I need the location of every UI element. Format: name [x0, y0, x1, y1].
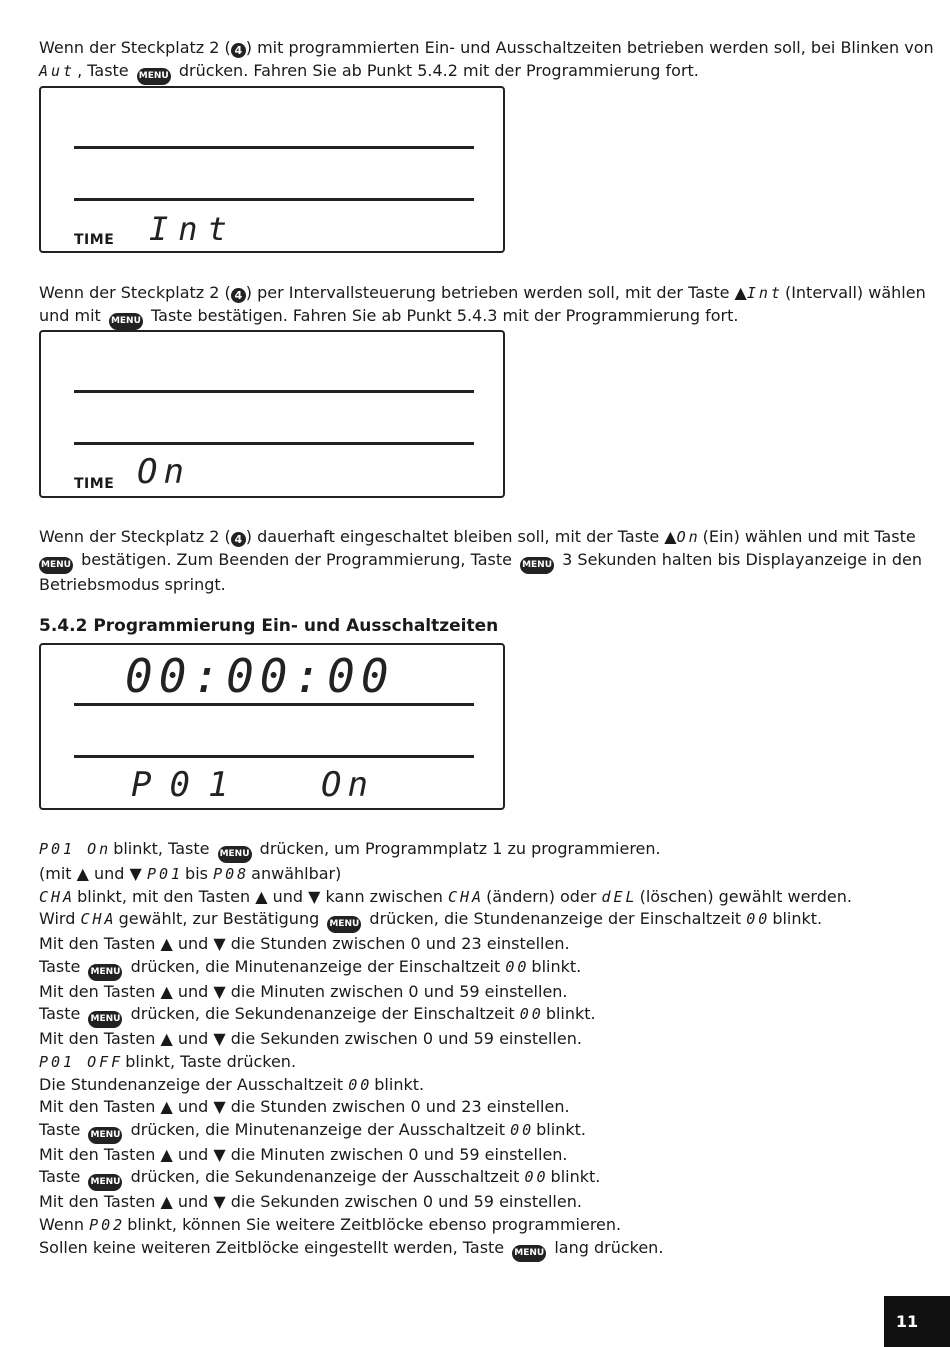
lcd-program-value: P01 — [131, 765, 247, 805]
menu-key-icon: MENU — [218, 846, 252, 863]
segment-text: CHA — [39, 887, 76, 906]
lcd-display-program — [39, 643, 505, 810]
slot-4-icon: 4 — [231, 288, 246, 303]
segment-text: 00 — [505, 957, 530, 976]
segment-text: P02 — [89, 1215, 126, 1234]
segment-text: CHA — [80, 910, 117, 929]
slot-4-icon: 4 — [231, 43, 246, 58]
menu-key-icon: MENU — [88, 964, 122, 981]
segment-text: 00 — [519, 1005, 544, 1024]
lcd-display-on — [39, 330, 505, 498]
intro-paragraph-on: Wenn der Steckplatz 2 ( 4 ) dauerhaft eingeschaltet bleiben soll, mit der Taste ▲On (Ein) wählen und mit Taste MENU bestätigen. Zum Beenden der Programmierung, Taste MENU 3 Sekunden halten bis Displayanzeige in den Betriebsmodus springt. — [39, 527, 922, 594]
time-label: TIME — [74, 476, 115, 492]
menu-key-icon: MENU — [520, 557, 554, 574]
segment-text: Aut — [39, 61, 76, 80]
segment-text: 00 — [746, 910, 771, 929]
segment-text: P01 OFF — [39, 1052, 124, 1071]
menu-key-icon: MENU — [512, 1245, 546, 1262]
menu-key-icon: MENU — [137, 68, 171, 85]
segment-text: 00 — [510, 1120, 535, 1139]
lcd-time-value: 00:00:00 — [125, 649, 395, 703]
intro-paragraph-auto: Wenn der Steckplatz 2 ( 4 ) mit programmierten Ein- und Ausschaltzeiten betrieben werden soll, bei Blinken von Aut , Taste MENU drücken. Fahren Sie ab Punkt 5.4.2 mit der Programmierung fort. — [39, 37, 919, 85]
segment-text: Int — [746, 284, 783, 302]
lcd-divider — [74, 198, 474, 201]
segment-text: 00 — [348, 1075, 373, 1094]
menu-key-icon: MENU — [109, 313, 143, 330]
lcd-display-int — [39, 86, 505, 253]
menu-key-icon: MENU — [39, 557, 73, 574]
section-heading: 5.4.2 Programmierung Ein- und Ausschaltzeiten — [39, 616, 499, 636]
segment-text: On — [676, 528, 701, 546]
segment-text: CHA — [447, 887, 485, 906]
time-label: TIME — [74, 232, 115, 248]
lcd-divider — [74, 442, 474, 445]
lcd-segment-value: On — [137, 452, 190, 492]
lcd-divider — [74, 390, 474, 393]
segment-text: 00 — [524, 1168, 549, 1187]
lcd-segment-value: Int — [149, 210, 237, 248]
slot-4-icon: 4 — [231, 532, 246, 547]
lcd-divider — [74, 146, 474, 149]
page-number: 11 — [884, 1296, 950, 1347]
menu-key-icon: MENU — [88, 1011, 122, 1028]
instructions-list: P01 On blinkt, Taste MENU drücken, um Programmplatz 1 zu programmieren. (mit ▲ und ▼ P01 bis P08 anwählbar) CHA blinkt, mit den Tasten ▲ und ▼ kann zwischen CHA (ändern) oder dEL (löschen) gewählt werden. Wird CHA gewählt, zur Bestätigung MENU drücken, die Stundenanzeige der Einschaltzeit 00 blinkt. Mit den Tasten ▲ und ▼ die Stunden zwischen 0 und 23 einstellen. Taste MENU drücken, die Minutenanzeige der Einschaltzeit 00 blinkt. Mit den Tasten ▲ und ▼ die Minuten zwischen 0 und 59 einstellen. Taste MENU drücken, die Sekundenanzeige der Einschaltzeit 00 blinkt. Mit den Tasten ▲ und ▼ die Sekunden zwischen 0 und 59 einstellen. P01 OFF blinkt, Taste drücken. Die Stundenanzeige der Ausschaltzeit 00 blinkt. Mit den Tasten ▲ und ▼ die Stunden zwischen 0 und 23 einstellen. Taste MENU drücken, die Minutenanzeige der Ausschaltzeit 00 blinkt. Mit den Tasten ▲ und ▼ die Minuten zwischen 0 und 59 einstellen. Taste MENU drücken, die Sekundenanzeige der Ausschaltzeit 00 blinkt. Mit den Tasten ▲ und ▼ die Sekunden zwischen 0 und 59 einstellen. Wenn P02 blinkt, können Sie weitere Zeitblöcke ebenso programmieren. Sollen keine weiteren Zeitblöcke eingestellt werden, Taste MENU lang drücken. — [39, 838, 919, 1262]
lcd-state-value: On — [321, 765, 374, 805]
segment-text: P08 — [213, 865, 250, 883]
menu-key-icon: MENU — [88, 1174, 122, 1191]
segment-text: dEL — [601, 887, 638, 906]
segment-text: P01 — [146, 865, 184, 883]
lcd-divider — [74, 703, 474, 706]
segment-text: P01 On — [39, 840, 112, 858]
lcd-divider — [74, 755, 474, 758]
menu-key-icon: MENU — [327, 916, 361, 933]
intro-paragraph-interval: Wenn der Steckplatz 2 ( 4 ) per Intervallsteuerung betrieben werden soll, mit der Taste ▲Int (Intervall) wählen und mit MENU Taste bestätigen. Fahren Sie ab Punkt 5.4.3 mit der Programmierung fort. — [39, 282, 919, 330]
menu-key-icon: MENU — [88, 1127, 122, 1144]
